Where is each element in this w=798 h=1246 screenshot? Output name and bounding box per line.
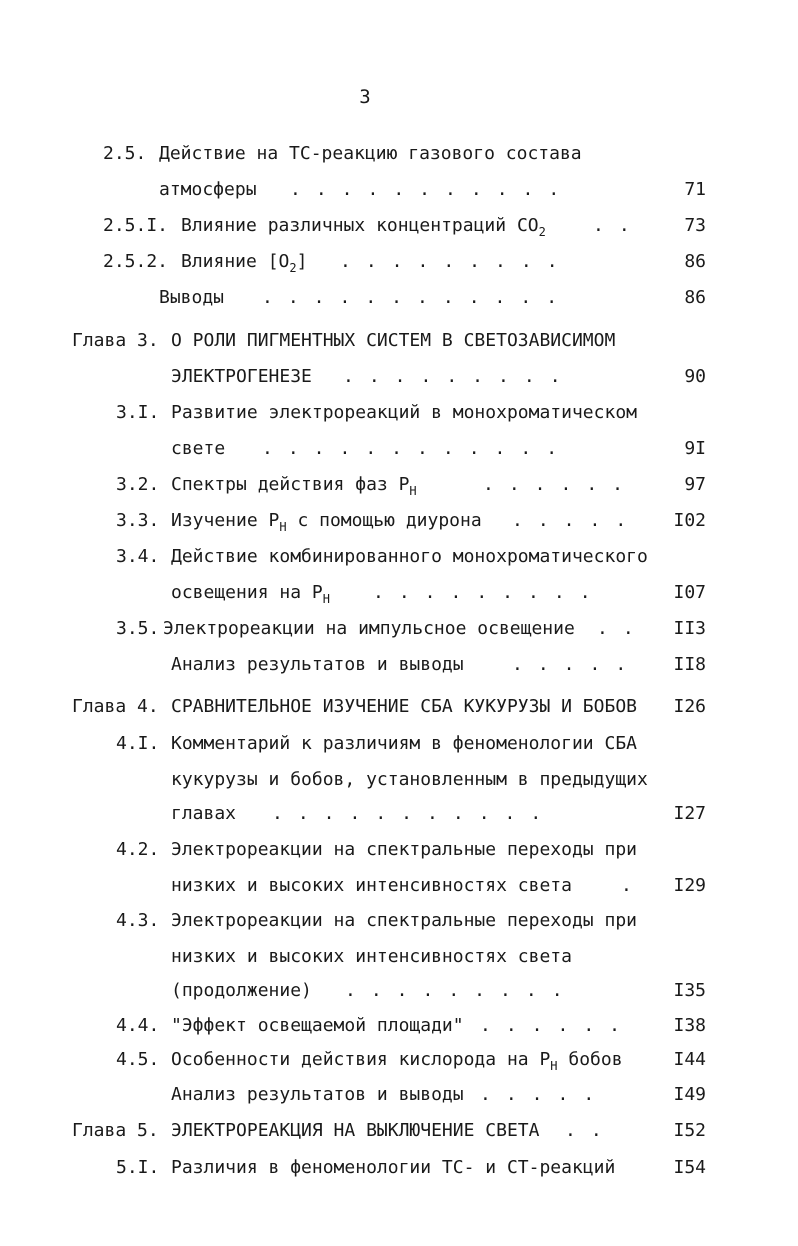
- entry-page-number: I26: [673, 696, 706, 717]
- entry-page-number: 73: [684, 215, 706, 236]
- entry-subscript: 2: [538, 225, 546, 239]
- entry-subscript: H: [279, 520, 287, 534]
- dot-leader: ......: [483, 474, 639, 495]
- entry-title: [171, 837, 637, 863]
- entry-title-text: (продолжение): [171, 980, 312, 1001]
- entry-title: [171, 508, 482, 534]
- entry-page-number: 97: [684, 474, 706, 495]
- dot-leader: ............: [262, 287, 573, 308]
- entry-number: 4.3.: [116, 910, 160, 931]
- entry-title-text: Анализ результатов и выводы: [171, 1084, 464, 1105]
- entry-title: [171, 873, 572, 899]
- entry-title-text: Спектры действия фаз P: [171, 474, 410, 495]
- dot-leader: .........: [343, 366, 576, 387]
- entry-page-number: II8: [673, 654, 706, 675]
- entry-page-number: 86: [684, 251, 706, 272]
- entry-title: [171, 1118, 539, 1144]
- entry-title: [163, 616, 575, 642]
- entry-number: 5.I.: [116, 1157, 160, 1178]
- entry-number: 4.4.: [116, 1015, 160, 1036]
- entry-page-number: 90: [684, 366, 706, 387]
- entry-title: [171, 580, 330, 606]
- entry-title-text: Выводы: [159, 287, 225, 308]
- dot-leader: ............: [262, 438, 573, 459]
- entry-page-number: I02: [673, 510, 706, 531]
- entry-title-text: Электрореакции на спектральные переходы при: [171, 839, 637, 860]
- entry-title-text: Анализ результатов и выводы: [171, 654, 464, 675]
- entry-title-suffix: бобов: [557, 1049, 623, 1070]
- entry-title-text: "Эффект освещаемой площади": [171, 1015, 464, 1036]
- entry-title: [159, 285, 224, 311]
- entry-number: 2.5.2.: [103, 251, 169, 272]
- entry-title: [171, 801, 236, 827]
- entry-page-number: I29: [673, 875, 706, 896]
- entry-number: 4.I.: [116, 733, 160, 754]
- dot-leader: .....: [512, 654, 642, 675]
- entry-number: 2.5.I.: [103, 215, 169, 236]
- entry-title-text: Электрореакции на спектральные переходы при: [171, 910, 637, 931]
- entry-number: 3.3.: [116, 510, 160, 531]
- entry-number: 4.2.: [116, 839, 160, 860]
- dot-leader: .....: [480, 1084, 610, 1105]
- entry-number: Глава 5.: [72, 1120, 159, 1141]
- entry-title: [171, 908, 637, 934]
- entry-title-text: главах: [171, 803, 237, 824]
- dot-leader: ..: [597, 618, 649, 639]
- entry-title: [171, 731, 637, 757]
- entry-title-suffix: с помощью диурона: [286, 510, 482, 531]
- entry-title: [171, 1047, 623, 1073]
- entry-title: [171, 1013, 464, 1039]
- entry-title: [171, 436, 225, 462]
- entry-title: [171, 1155, 615, 1181]
- entry-title-text: Различия в феноменологии ТС- и СТ-реакций: [171, 1157, 616, 1178]
- entry-subscript: H: [409, 484, 417, 498]
- entry-title: [171, 400, 637, 426]
- entry-title-text: Влияние различных концентраций CO: [181, 215, 539, 236]
- entry-title-text: низких и высоких интенсивностях света: [171, 875, 572, 896]
- entry-page-number: I38: [673, 1015, 706, 1036]
- dot-leader: ..: [565, 1120, 617, 1141]
- entry-title-text: Особенности действия кислорода на P: [171, 1049, 551, 1070]
- entry-title-text: Электрореакции на импульсное освещение: [163, 618, 575, 639]
- entry-title-text: ЭЛЕКТРОРЕАКЦИЯ НА ВЫКЛЮЧЕНИЕ СВЕТА: [171, 1120, 540, 1141]
- entry-page-number: I49: [673, 1084, 706, 1105]
- entry-title: [171, 652, 464, 678]
- dot-leader: ..: [593, 215, 645, 236]
- entry-title-suffix: ]: [296, 251, 308, 272]
- entry-subscript: H: [322, 592, 330, 606]
- entry-title: [181, 213, 546, 239]
- entry-subscript: 2: [289, 261, 297, 275]
- entry-title-text: кукурузы и бобов, установленным в предыдущих: [171, 769, 648, 790]
- entry-title-text: ЭЛЕКТРОГЕНЕЗЕ: [171, 366, 312, 387]
- entry-title: [171, 364, 312, 390]
- dot-leader: ...........: [272, 803, 557, 824]
- entry-page-number: II3: [673, 618, 706, 639]
- entry-title-text: Развитие электрореакций в монохроматическом: [171, 402, 637, 423]
- dot-leader: .....: [512, 510, 642, 531]
- entry-title-text: Влияние [O: [181, 251, 290, 272]
- entry-page-number: I35: [673, 980, 706, 1001]
- entry-title-text: Комментарий к различиям в феноменологии СБА: [171, 733, 637, 754]
- dot-leader: ......: [480, 1015, 636, 1036]
- entry-page-number: I27: [673, 803, 706, 824]
- entry-title-text: О РОЛИ ПИГМЕНТНЫХ СИСТЕМ В СВЕТОЗАВИСИМОМ: [171, 330, 616, 351]
- entry-page-number: I54: [673, 1157, 706, 1178]
- entry-title: [159, 177, 257, 203]
- entry-number: 2.5.: [103, 143, 147, 164]
- entry-page-number: I44: [673, 1049, 706, 1070]
- dot-leader: .........: [340, 251, 573, 272]
- entry-page-number: I07: [673, 582, 706, 603]
- entry-subscript: H: [550, 1059, 558, 1073]
- entry-number: 3.4.: [116, 546, 160, 567]
- entry-title: [171, 544, 648, 570]
- entry-number: Глава 3.: [72, 330, 159, 351]
- page-number: 3: [359, 86, 371, 108]
- dot-leader: .........: [345, 980, 578, 1001]
- dot-leader: .: [621, 875, 647, 896]
- entry-title: [159, 141, 582, 167]
- entry-title-text: свете: [171, 438, 226, 459]
- entry-number: 4.5.: [116, 1049, 160, 1070]
- entry-page-number: 71: [684, 179, 706, 200]
- entry-title-text: Действие на ТС-реакцию газового состава: [159, 143, 582, 164]
- entry-number: 3.5.: [116, 618, 160, 639]
- entry-title: [171, 694, 637, 720]
- entry-page-number: I52: [673, 1120, 706, 1141]
- entry-title-text: СРАВНИТЕЛЬНОЕ ИЗУЧЕНИЕ СБА КУКУРУЗЫ И БОБОВ: [171, 696, 637, 717]
- entry-title: [181, 249, 307, 275]
- entry-page-number: 86: [684, 287, 706, 308]
- entry-title-text: освещения на P: [171, 582, 323, 603]
- entry-number: Глава 4.: [72, 696, 159, 717]
- entry-title: [171, 328, 615, 354]
- entry-title: [171, 978, 312, 1004]
- entry-title-text: низких и высоких интенсивностях света: [171, 946, 572, 967]
- entry-number: 3.2.: [116, 474, 160, 495]
- entry-title: [171, 472, 417, 498]
- entry-title: [171, 767, 648, 793]
- dot-leader: .........: [373, 582, 606, 603]
- entry-page-number: 9I: [684, 438, 706, 459]
- entry-number: 3.I.: [116, 402, 160, 423]
- dot-leader: ...........: [290, 179, 575, 200]
- entry-title-text: Изучение P: [171, 510, 280, 531]
- entry-title: [171, 944, 572, 970]
- entry-title-text: Действие комбинированного монохроматического: [171, 546, 648, 567]
- entry-title-text: атмосферы: [159, 179, 257, 200]
- entry-title: [171, 1082, 464, 1108]
